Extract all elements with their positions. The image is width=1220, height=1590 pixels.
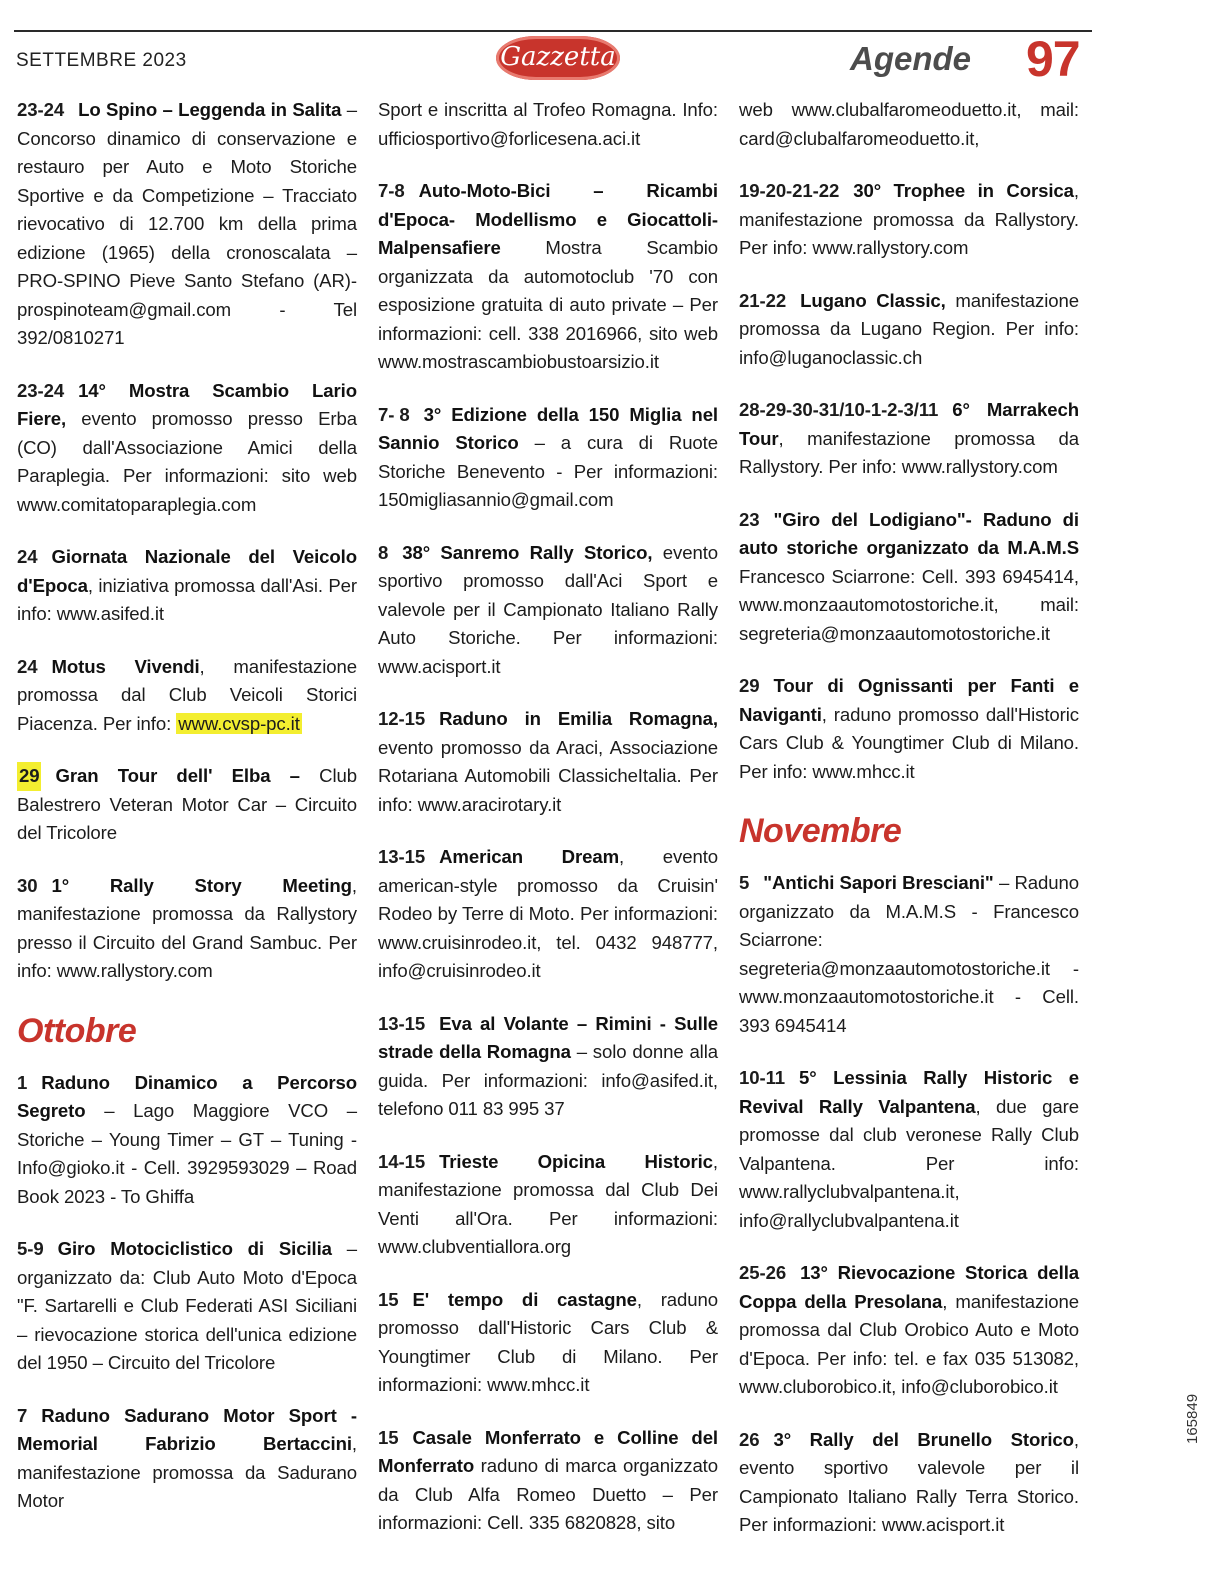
event-title: 3° Rally del Brunello Storico [773,1428,1074,1450]
event-description: evento sportivo promosso dall'Aci Sport e valevole per il Campionato Italiano Rally Auto Storiche. Per informazioni: www.acisport.it [378,541,718,677]
event-date: 8 [378,541,389,563]
event-entry [739,672,1079,786]
event-entry [739,96,1079,153]
event-title: Raduno Dinamico a Percorso Segreto [17,1071,357,1121]
page-header [14,32,1092,88]
event-date: 13-15 [378,846,426,867]
event-date: 30 [17,874,38,896]
event-entry [17,1402,357,1516]
event-date: 24 [17,546,38,567]
side-code: 165849 [1184,1393,1201,1444]
event-entry [739,287,1079,373]
event-title: 13° Rievocazione Storica della Coppa della Presolana [739,1262,1079,1312]
event-description: evento promosso presso Erba (CO) dall'Associazione Amici della Paraplegia. Per informazioni: sito web www.comitatoparaplegia.com [17,408,357,515]
event-entry [17,653,357,739]
event-description: raduno di marca organizzato da Club Alfa Romeo Duetto – Per informazioni: Cell. 335 6820828, sito [378,1455,718,1533]
event-description: – Lago Maggiore VCO – Storiche – Young Timer – GT – Tuning - Info@gioko.it - Cell. 3929593029 – Road Book 2023 - To Ghiffa [17,1100,357,1207]
issue-date: SETTEMBRE 2023 [16,50,187,71]
event-title: "Antichi Sapori Bresciani" [763,872,994,893]
event-title: 6° Marrakech Tour [739,399,1079,449]
event-entry [739,396,1079,482]
event-entry [17,762,357,848]
event-description: – solo donne alla guida. Per informazioni: info@asifed.it, telefono 011 83 995 37 [378,1041,718,1119]
event-title: Tour di Ognissanti per Fanti e Naviganti [739,675,1079,725]
event-entry [739,1426,1079,1540]
event-title: American Dream [439,846,620,867]
event-title: Lugano Classic, [800,289,946,311]
event-date: 12-15 [378,708,426,729]
event-date: 24 [17,655,38,677]
event-title: 38° Sanremo Rally Storico, [402,541,653,563]
gazzetta-logo: Gazzetta [496,36,620,80]
event-date: 7- 8 [378,403,410,425]
event-date: 13-15 [378,1012,426,1034]
event-description: – organizzato da: Club Auto Moto d'Epoca "F. Sartarelli e Club Federati ASI Siciliani – rievocazione storica dell'unica edizione del 1950 – Circuito del Tricolore [17,1238,357,1373]
event-description: , due gare promosse dal club veronese Rally Club Valpantena. Per info: www.rallyclubvalpantena.it, info@rallyclubvalpantena.it [739,1095,1079,1231]
event-date: 19-20-21-22 [739,180,840,201]
event-date: 23-24 [17,99,65,120]
event-date: 5 [739,872,750,893]
event-title: Giornata Nazionale del Veicolo d'Epoca [17,546,357,596]
event-description: , raduno promosso dall'Historic Cars Club & Youngtimer Club di Milano. Per informazioni: www.mhcc.it [378,1288,718,1395]
event-title: 30° Trophee in Corsica [853,180,1074,201]
event-description: Mostra Scambio organizzata da automotoclub '70 con esposizione gratuita di auto private – Per informazioni: cell. 338 2016966, sito web www.mostrascambiobustoarsizio.it [378,237,718,372]
event-entry [17,1069,357,1212]
event-date: 29 [17,762,41,791]
event-description: , manifestazione promossa da Rallystory. Per info: www.rallystory.com [739,180,1079,258]
event-title: Raduno Sadurano Motor Sport - Memorial Fabrizio Bertaccini [17,1404,357,1454]
event-description: , iniziativa promossa dall'Asi. Per info: www.asifed.it [17,574,357,624]
event-date: 5-9 [17,1238,44,1259]
month-heading: Novembre [739,812,902,850]
event-title: Gran Tour dell' Elba – [55,765,300,786]
event-date: 25-26 [739,1262,787,1283]
event-description: Sport e inscritta al Trofeo Romagna. Info: ufficiosportivo@forlicesena.aci.it [378,99,718,149]
event-title: 14° Mostra Scambio Lario Fiere, [17,379,357,429]
event-entry [378,1148,718,1262]
event-entry [378,1010,718,1124]
column-2 [378,96,718,1562]
event-entry [378,177,718,377]
event-description: , evento sportivo valevole per il Campionato Italiano Rally Terra Storico. Per informazioni: www.acisport.it [739,1428,1079,1535]
page-number: 97 [1026,31,1080,87]
event-entry [739,1064,1079,1235]
event-date: 10-11 [739,1067,786,1088]
event-entry [17,872,357,986]
event-entry [378,1286,718,1400]
event-entry [378,843,718,986]
event-description: , manifestazione promossa dal Club Orobico Auto e Moto d'Epoca. Per info: tel. e fax 035 513082, www.cluborobico.it, info@cluborobico.it [739,1290,1079,1397]
column-1 [17,96,357,1540]
event-date: 1 [17,1071,28,1093]
event-description: , raduno promosso dall'Historic Cars Club & Youngtimer Club di Milano. Per info: www.mhcc.it [739,703,1079,782]
event-entry [17,96,357,353]
highlighted-link[interactable]: www.cvsp-pc.it [178,712,300,734]
event-title: Trieste Opicina Historic [439,1150,713,1172]
event-description: – Concorso dinamico di conservazione e restauro per Auto e Moto Storiche Sportive e da Competizione – Tracciato rievocativo di 12.700 km della prima edizione (1965) della cronoscalata – PRO-SPINO Pieve Santo Stefano (AR)- prospinoteam@gmail.com - Tel 392/0810271 [17,99,357,348]
event-description: – a cura di Ruote Storiche Benevento - Per informazioni: 150migliasannio@gmail.com [378,432,718,510]
event-entry [739,1259,1079,1402]
event-date: 28-29-30-31/10-1-2-3/11 [739,399,939,420]
event-title: Lo Spino – Leggenda in Salita [78,99,342,120]
event-title: 1° Rally Story Meeting [51,874,352,896]
month-heading: Ottobre [17,1011,137,1050]
event-date: 26 [739,1428,760,1450]
event-entry [17,543,357,629]
event-description: manifestazione promossa da Lugano Region. Per info: info@luganoclassic.ch [739,289,1079,368]
event-date: 23 [739,508,760,530]
event-title: 3° Edizione della 150 Miglia nel Sannio Storico [378,403,718,453]
event-date: 7-8 [378,180,405,201]
event-description: , manifestazione promossa da Rallystory presso il Circuito del Grand Sambuc. Per info: www.rallystory.com [17,874,357,981]
event-date: 15 [378,1288,399,1310]
event-title: "Giro del Lodigiano"- Raduno di auto storiche organizzato da M.A.M.S [739,508,1079,558]
event-description: Club Balestrero Veteran Motor Car – Circuito del Tricolore [17,765,357,843]
event-description: , manifestazione promossa da Sadurano Motor [17,1433,357,1511]
event-description: , manifestazione promossa dal Club Dei Venti all'Ora. Per informazioni: www.clubventiallora.org [378,1150,718,1257]
column-3 [739,96,1079,1564]
event-title: E' tempo di castagne [412,1288,637,1310]
event-description: , manifestazione promossa dal Club Veicoli Storici Piacenza. Per info: [17,655,357,734]
event-description: , evento american-style promosso da Cruisin' Rodeo by Terre di Moto. Per informazioni: www.cruisinrodeo.it, tel. 0432 948777, info@cruisinrodeo.it [378,846,718,981]
event-title: Motus Vivendi [51,655,200,677]
event-date: 21-22 [739,289,787,311]
event-title: Giro Motociclistico di Sicilia [57,1238,332,1259]
event-date: 7 [17,1404,28,1426]
event-entry [378,1424,718,1538]
event-description: evento promosso da Araci, Associazione Rotariana Automobili ClassicheItalia. Per info: www.aracirotary.it [378,736,718,815]
event-title: Eva al Volante – Rimini - Sulle strade della Romagna [378,1012,718,1062]
event-description: – Raduno organizzato da M.A.M.S - Francesco Sciarrone: segreteria@monzaautomotostoriche.it - www.monzaautomotostoriche.it - Cell. 393 6945414 [739,872,1080,1036]
event-description: web www.clubalfaromeoduetto.it, mail: card@clubalfaromeoduetto.it, [739,99,1079,149]
event-entry [739,869,1079,1040]
event-title: Raduno in Emilia Romagna, [439,708,718,729]
event-title: Casale Monferrato e Colline del Monferrato [378,1426,718,1476]
event-date: 14-15 [378,1150,426,1172]
event-title: Auto-Moto-Bici – Ricambi d'Epoca- Modellismo e Giocattoli- Malpensafiere [378,180,718,258]
event-date: 15 [378,1426,399,1448]
event-entry [378,539,718,682]
event-entry [17,377,357,520]
event-description: , manifestazione promossa da Rallystory. Per info: www.rallystory.com [739,427,1079,477]
event-date: 23-24 [17,379,65,401]
event-entry [378,96,718,153]
event-entry [17,1235,357,1378]
event-title: 5° Lessinia Rally Historic e Revival Rally Valpantena [739,1067,1079,1117]
event-description: Francesco Sciarrone: Cell. 393 6945414, www.monzaautomotostoriche.it, mail: segreteria@monzaautomotostoriche.it [739,565,1079,644]
event-entry [378,705,718,819]
event-date: 29 [739,675,760,696]
event-entry [378,401,718,515]
section-title: Agende [850,40,972,77]
event-entry [739,506,1079,649]
event-entry [739,177,1079,263]
